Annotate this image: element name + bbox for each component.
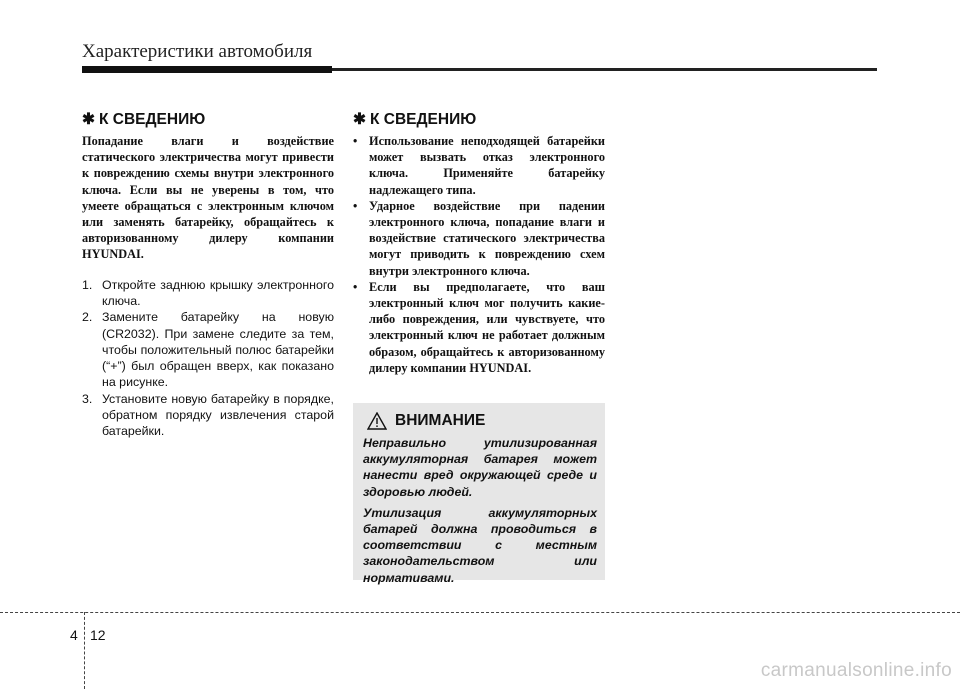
star-icon: ✱	[82, 111, 95, 128]
step-text: Замените батарейку на новую (CR2032). При замене следите за тем, чтобы положительный полюс батарейки (“+”) был обращен вверх, как показано на рисунке.	[102, 310, 334, 390]
step-text: Откройте заднюю крышку электронного ключа.	[102, 277, 334, 308]
left-column	[82, 110, 334, 440]
star-icon: ✱	[353, 111, 366, 128]
step-text: Установите новую батарейку в порядке, обратном порядку извлечения старой батарейки.	[102, 391, 334, 439]
warning-heading	[363, 412, 597, 430]
page-number: 12	[90, 627, 106, 643]
header-rule-accent	[82, 66, 332, 73]
bullet-icon: •	[353, 198, 358, 213]
step-list	[82, 277, 334, 440]
list-item	[82, 277, 334, 310]
list-item	[353, 279, 605, 376]
watermark: carmanualsonline.info	[760, 660, 952, 681]
bullet-list	[353, 133, 605, 376]
warning-triangle-icon	[367, 412, 387, 430]
warning-text: Утилизация аккумуляторных батарей должна проводиться в соответствии с местным законодательством или нормативами.	[363, 505, 597, 585]
list-item	[82, 391, 334, 440]
header-title: Характеристики автомобиля	[82, 41, 313, 62]
section-number: 4	[70, 627, 78, 643]
footer-vertical-divider	[84, 612, 85, 689]
footer-divider	[0, 612, 960, 613]
step-number: 1.	[82, 277, 93, 292]
bullet-icon: •	[353, 134, 358, 148]
right-column	[353, 110, 605, 376]
note-heading: ✱ К СВЕДЕНИЮ	[353, 111, 477, 128]
bullet-text: Использование неподходящей батарейки может вызвать отказ электронного ключа. Применяйте батарейку надлежащего типа.	[369, 134, 605, 197]
list-item	[353, 133, 605, 198]
note-text: Попадание влаги и воздействие статического электричества могут привести к повреждению схемы внутри электронного ключа. Если вы не уверены в том, что умеете обращаться с электронным ключом или заменять батарейку, обращайтесь к авторизованному дилеру компании HYUNDAI.	[82, 134, 334, 262]
bullet-text: Если вы предполагаете, что ваш электронный ключ мог получить какие-либо повреждения, или чувствуете, что электронный ключ не работает должным образом, обращайтесь к авторизованному дилеру компании HYUNDAI.	[369, 279, 605, 375]
list-item	[353, 198, 605, 279]
bullet-text: Ударное воздействие при падении электронного ключа, попадание влаги и воздействие статического электричества могут приводить к повреждению схем внутри электронного ключа.	[369, 198, 605, 278]
list-item	[82, 309, 334, 390]
note-heading: ✱ К СВЕДЕНИЮ	[82, 111, 206, 128]
warning-text: Неправильно утилизированная аккумуляторная батарея может нанести вред окружающей среде и здоровью людей.	[363, 436, 597, 499]
step-number: 2.	[82, 310, 93, 325]
warning-title: ВНИМАНИЕ	[395, 412, 486, 429]
bullet-icon: •	[353, 279, 358, 294]
warning-box	[353, 403, 605, 585]
step-number: 3.	[82, 391, 93, 406]
